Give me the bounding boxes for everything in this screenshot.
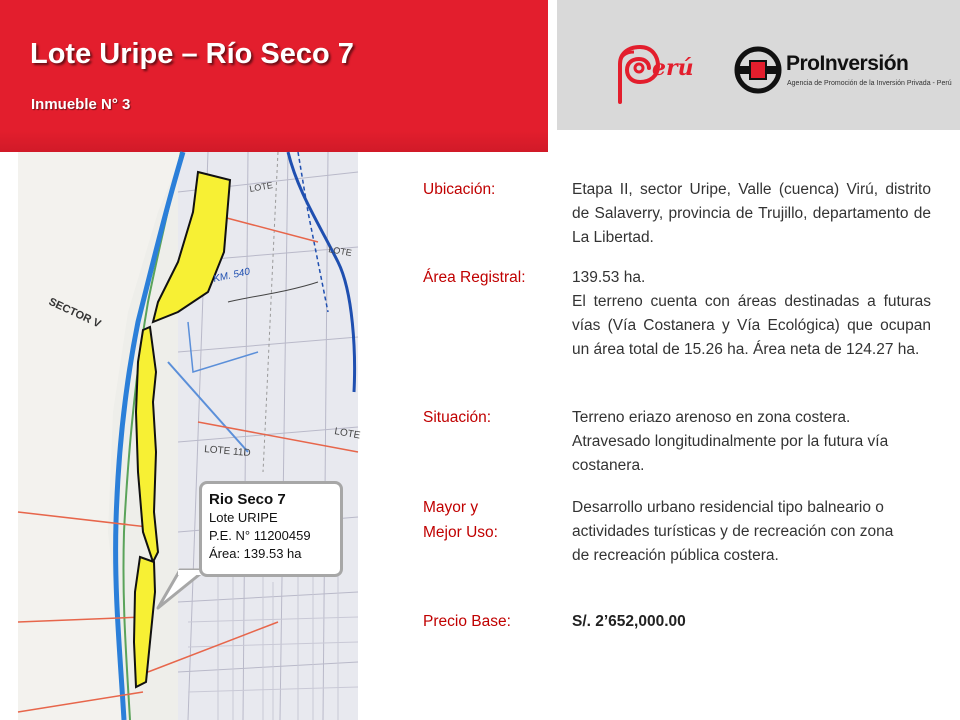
header-banner xyxy=(0,0,548,152)
page-title: Lote Uripe – Río Seco 7 xyxy=(30,38,354,70)
situacion-label: Situación: xyxy=(423,409,492,426)
area-label: Área Registral: xyxy=(423,269,526,286)
proinversion-name: ProInversión xyxy=(786,52,909,75)
uso-label-1: Mayor y xyxy=(423,499,479,516)
site-map xyxy=(18,152,362,720)
peru-logo-text: erú xyxy=(652,55,694,81)
proinversion-tagline: Agencia de Promoción de la Inversión Privada - Perú xyxy=(787,80,952,87)
area-note: El terreno cuenta con áreas destinadas a futuras vías (Vía Costanera y Vía Ecológica) que ocupan un área total de 15.26 ha. Área neta de 124.27 ha. xyxy=(572,293,931,358)
map-label-lote-11d: LOTE 11D xyxy=(203,444,252,460)
map-label-lote: LOTE xyxy=(333,426,362,442)
precio-label: Precio Base: xyxy=(423,613,511,630)
callout-area: Área: 139.53 ha xyxy=(209,546,302,561)
proinversion-logo xyxy=(733,45,783,95)
map-label-lote: LOTE xyxy=(327,244,353,259)
ubicacion-label: Ubicación: xyxy=(423,181,496,198)
uso-label-2: Mejor Uso: xyxy=(423,524,498,541)
callout-partida: P.E. N° 11200459 xyxy=(209,528,311,543)
uso-value: Desarrollo urbano residencial tipo balneario o actividades turísticas y de recreación con zona de recreación pública costera. xyxy=(572,499,894,564)
area-value: 139.53 ha. xyxy=(572,269,646,286)
lot-callout xyxy=(199,481,343,577)
precio-value: S/. 2’652,000.00 xyxy=(572,613,686,630)
ubicacion-value: Etapa II, sector Uripe, Valle (cuenca) Virú, distrito de Salaverry, provincia de Trujillo, departamento de La Libertad. xyxy=(572,181,931,246)
map-label-sector: SECTOR V xyxy=(46,295,103,331)
map-label-lote: LOTE xyxy=(248,180,274,194)
callout-title: Rio Seco 7 xyxy=(209,491,286,508)
map-label-km: KM. 540 xyxy=(212,266,252,285)
callout-lote: Lote URIPE xyxy=(209,510,278,525)
page-subtitle: Inmueble N° 3 xyxy=(31,96,131,113)
situacion-value: Terreno eriazo arenoso en zona costera. Atravesado longitudinalmente por la futura vía costanera. xyxy=(572,409,889,474)
